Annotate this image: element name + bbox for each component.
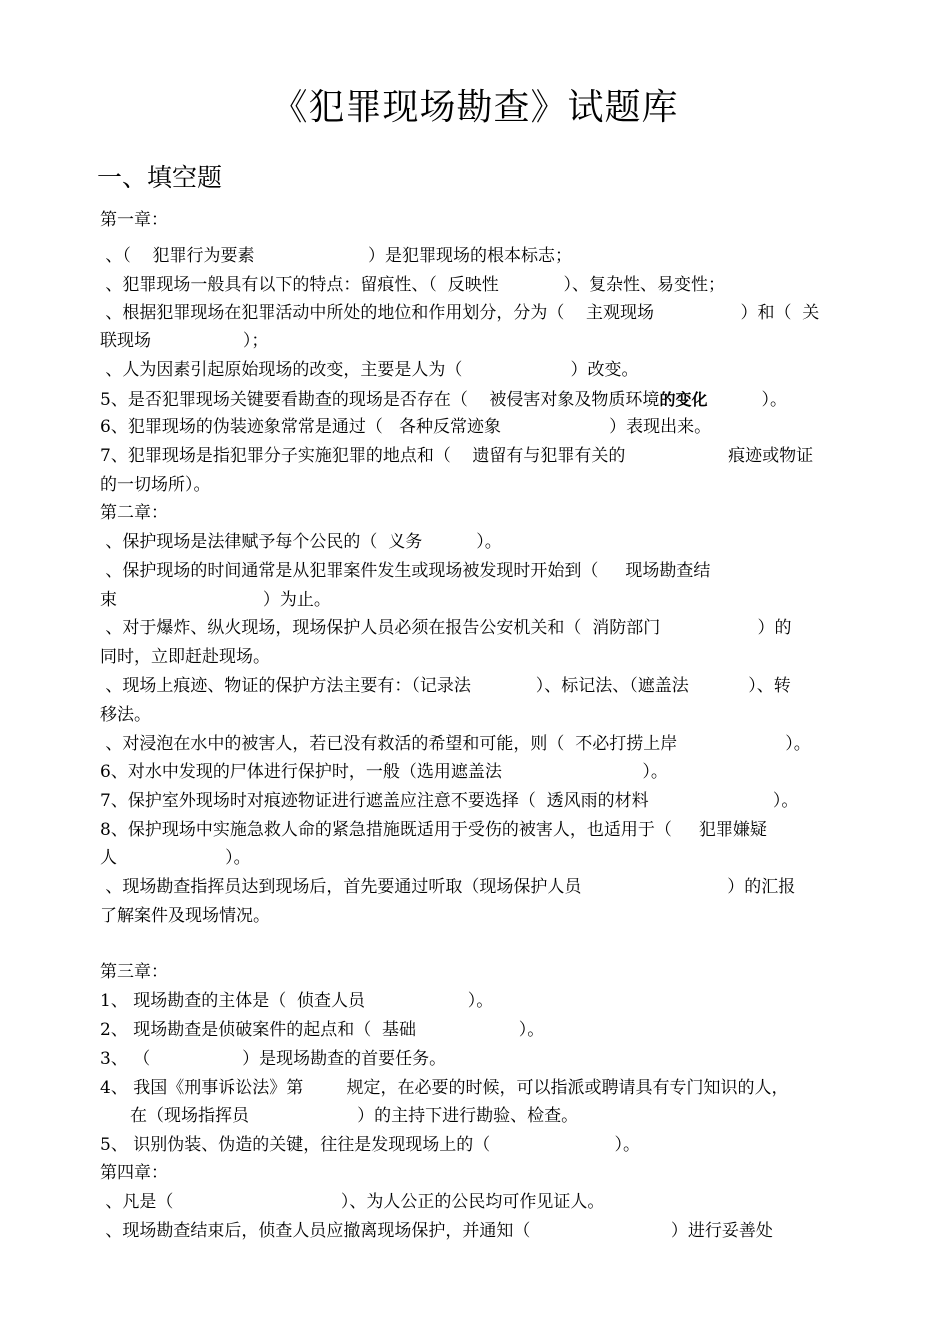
question-line: 6、犯罪现场的伪装迹象常常是通过（ 各种反常迹象 ）表现出来。 bbox=[100, 417, 712, 437]
question-line: 、保护现场是法律赋予每个公民的（ 义务 ）。 bbox=[100, 532, 502, 552]
question-line: 、犯罪现场一般具有以下的特点：留痕性、（ 反映性 ）、复杂性、易变性； bbox=[100, 275, 726, 295]
bold-text: 的变化 bbox=[659, 390, 708, 409]
question-line: 5、 识别伪装、伪造的关键，往往是发现现场上的（ ）。 bbox=[100, 1135, 641, 1155]
question-line bbox=[100, 385, 852, 415]
question-line: 、对浸泡在水中的被害人，若已没有救活的希望和可能，则（ 不必打捞上岸 ）。 bbox=[100, 734, 811, 754]
question-line: 移法。 bbox=[100, 705, 151, 725]
chapter-heading: 第一章： bbox=[100, 210, 168, 230]
document-title: 《犯罪现场勘查》试题库 bbox=[271, 87, 679, 128]
question-line: 、凡是（ ）、为人公正的公民均可作见证人。 bbox=[100, 1192, 605, 1212]
question-line: 、现场勘查指挥员达到现场后，首先要通过听取（现场保护人员 ）的汇报 bbox=[100, 877, 796, 897]
question-line: 7、犯罪现场是指犯罪分子实施犯罪的地点和（ 遗留有与犯罪有关的 痕迹或物证 bbox=[100, 446, 814, 466]
question-line: 1、 现场勘查的主体是（ 侦查人员 ）。 bbox=[100, 991, 494, 1011]
question-line: 、根据犯罪现场在犯罪活动中所处的地位和作用划分，分为（ 主观现场 ）和（ 关 bbox=[100, 303, 820, 323]
question-line: 联现场 ）； bbox=[100, 331, 269, 351]
question-line: 人 ）。 bbox=[100, 848, 251, 868]
question-line: 、保护现场的时间通常是从犯罪案件发生或现场被发现时开始到（ 现场勘查结 bbox=[100, 561, 711, 581]
question-line: 、（ 犯罪行为要素 ）是犯罪现场的根本标志； bbox=[100, 246, 572, 266]
question-line: 、现场上痕迹、物证的保护方法主要有：（记录法 ）、标记法、（遮盖法 ）、转 bbox=[100, 676, 791, 696]
question-line: 4、 我国《刑事诉讼法》第 规定，在必要的时候，可以指派或聘请具有专门知识的人， bbox=[100, 1078, 789, 1098]
question-line: 3、 （ ）是现场勘查的首要任务。 bbox=[100, 1049, 447, 1069]
question-line: 、现场勘查结束后，侦查人员应撤离现场保护，并通知（ ）进行妥善处 bbox=[100, 1221, 773, 1241]
chapter-heading: 第四章： bbox=[100, 1163, 168, 1183]
question-line: 束 ）为止。 bbox=[100, 590, 331, 610]
question-line: 8、保护现场中实施急救人命的紧急措施既适用于受伤的被害人，也适用于（ 犯罪嫌疑 bbox=[100, 820, 767, 840]
question-text: 5、是否犯罪现场关键要看勘查的现场是否存在（ 被侵害对象及物质环境 bbox=[100, 390, 660, 410]
question-line: 的一切场所）。 bbox=[100, 475, 211, 495]
question-text: ）。 bbox=[707, 390, 787, 410]
question-line: 了解案件及现场情况。 bbox=[100, 906, 270, 926]
question-line: 在（现场指挥员 ）的主持下进行勘验、检查。 bbox=[130, 1106, 579, 1126]
question-line: 、对于爆炸、纵火现场，现场保护人员必须在报告公安机关和（ 消防部门 ）的 bbox=[100, 618, 792, 638]
question-line: 2、 现场勘查是侦破案件的起点和（ 基础 ）。 bbox=[100, 1020, 545, 1040]
chapter-heading: 第二章： bbox=[100, 503, 168, 523]
question-line: 6、对水中发现的尸体进行保护时，一般（选用遮盖法 ）。 bbox=[100, 762, 668, 782]
chapter-heading: 第三章： bbox=[100, 962, 168, 982]
question-line: 7、保护室外现场时对痕迹物证进行遮盖应注意不要选择（ 透风雨的材料 ）。 bbox=[100, 791, 799, 811]
question-line: 、人为因素引起原始现场的改变，主要是人为（ ）改变。 bbox=[100, 360, 639, 380]
section-heading: 一、填空题 bbox=[97, 163, 223, 192]
question-line: 同时，立即赶赴现场。 bbox=[100, 647, 270, 667]
